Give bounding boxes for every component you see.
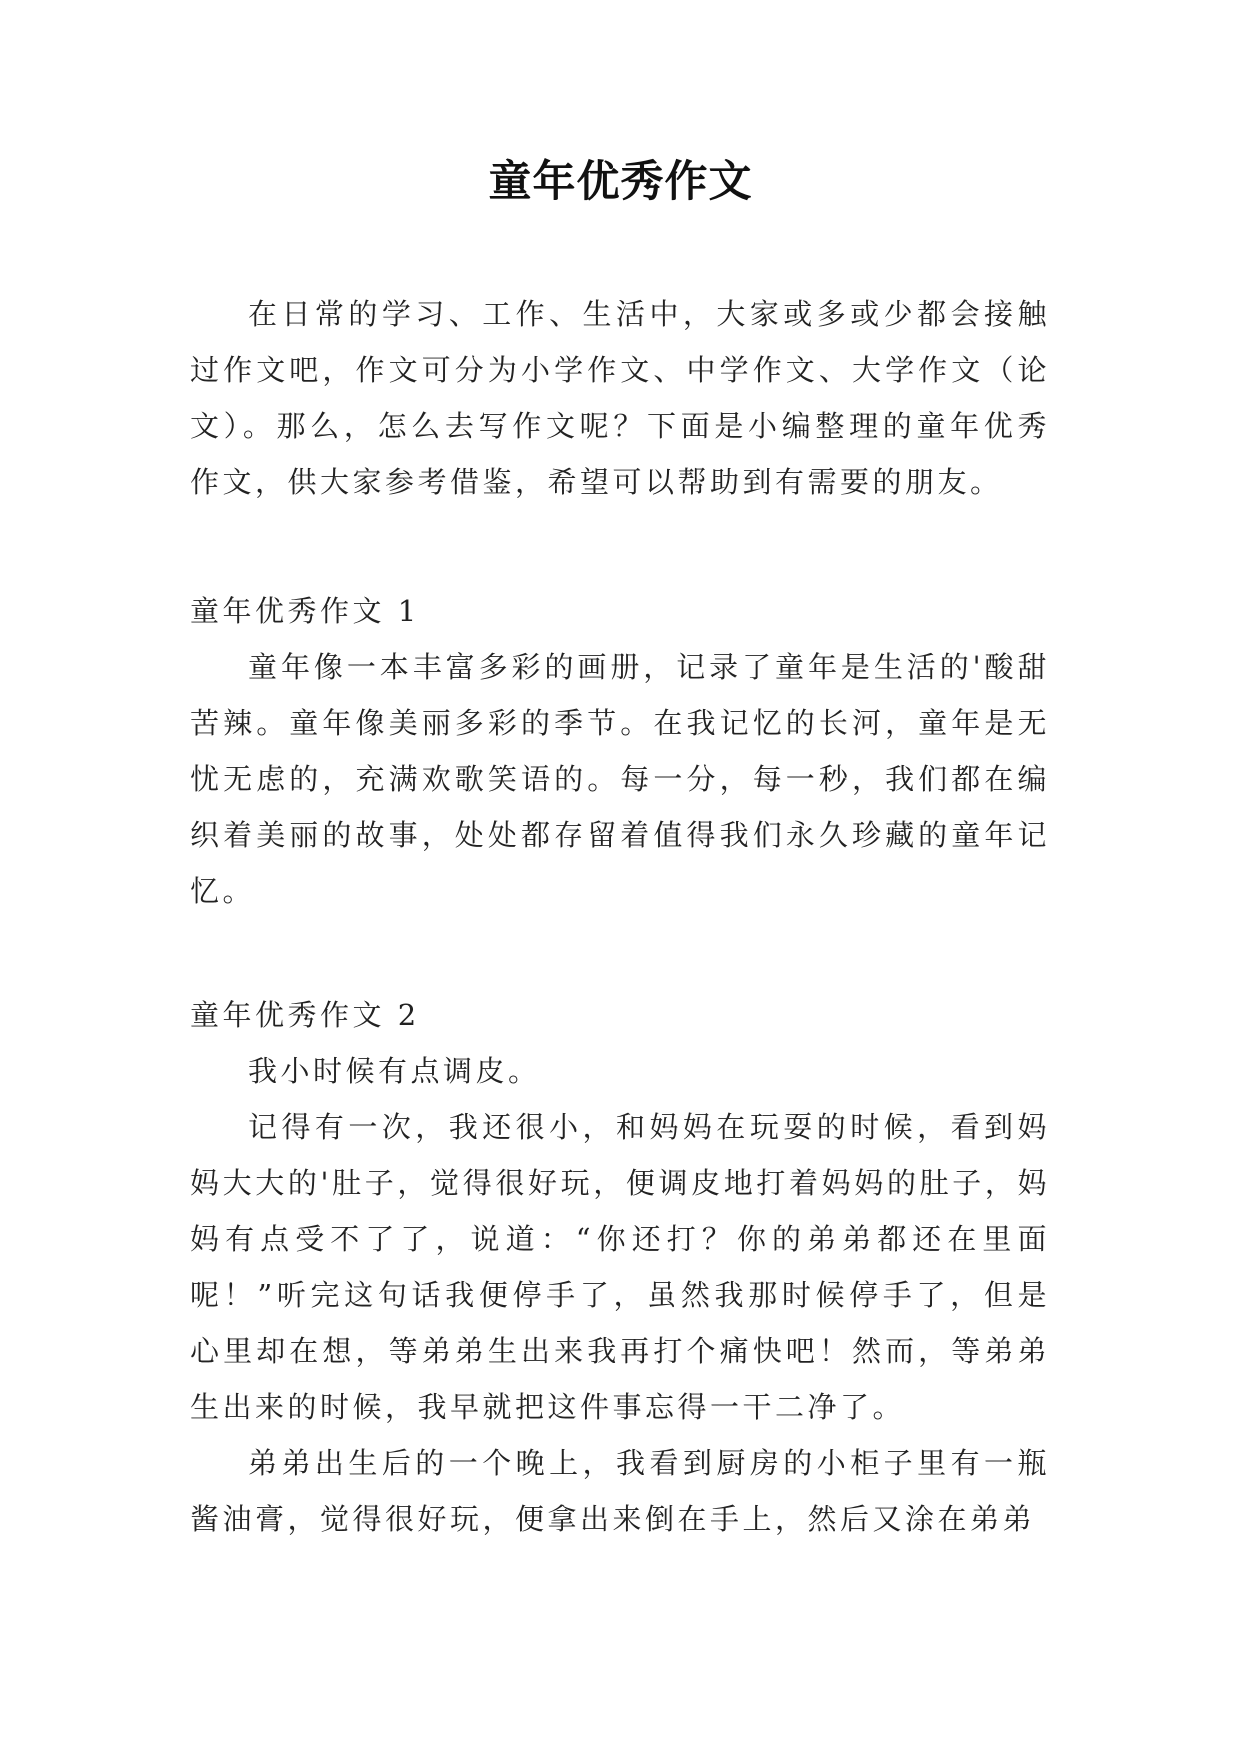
section-2 [190, 987, 1050, 1547]
intro-paragraph: 在日常的学习、工作、生活中，大家或多或少都会接触过作文吧，作文可分为小学作文、中学作文、大学作文（论文）。那么，怎么去写作文呢？下面是小编整理的童年优秀作文，供大家参考借鉴，希望可以帮助到有需要的朋友。 [190, 297, 1050, 499]
section-2-paragraph-1: 我小时候有点调皮。 [248, 1054, 541, 1088]
intro-block [190, 286, 1050, 510]
section-1-heading: 童年优秀作文 1 [190, 594, 420, 628]
section-1 [190, 583, 1050, 919]
section-1-paragraph-1: 童年像一本丰富多彩的画册，记录了童年是生活的'酸甜苦辣。童年像美丽多彩的季节。在我记忆的长河，童年是无忧无虑的，充满欢歌笑语的。每一分，每一秒，我们都在编织着美丽的故事，处处都存留着值得我们永久珍藏的童年记忆。 [190, 650, 1050, 908]
section-2-paragraph-3: 弟弟出生后的一个晚上，我看到厨房的小柜子里有一瓶酱油膏，觉得很好玩，便拿出来倒在手上，然后又涂在弟弟 [190, 1446, 1050, 1536]
section-2-heading: 童年优秀作文 2 [190, 998, 420, 1032]
section-2-paragraph-2: 记得有一次，我还很小，和妈妈在玩耍的时候，看到妈妈大大的'肚子，觉得很好玩，便调皮地打着妈妈的肚子，妈妈有点受不了了，说道：“你还打？你的弟弟都还在里面呢！”听完这句话我便停手了，虽然我那时候停手了，但是心里却在想，等弟弟生出来我再打个痛快吧！然而，等弟弟生出来的时候，我早就把这件事忘得一干二净了。 [190, 1110, 1050, 1424]
document-title: 童年优秀作文 [488, 157, 753, 207]
